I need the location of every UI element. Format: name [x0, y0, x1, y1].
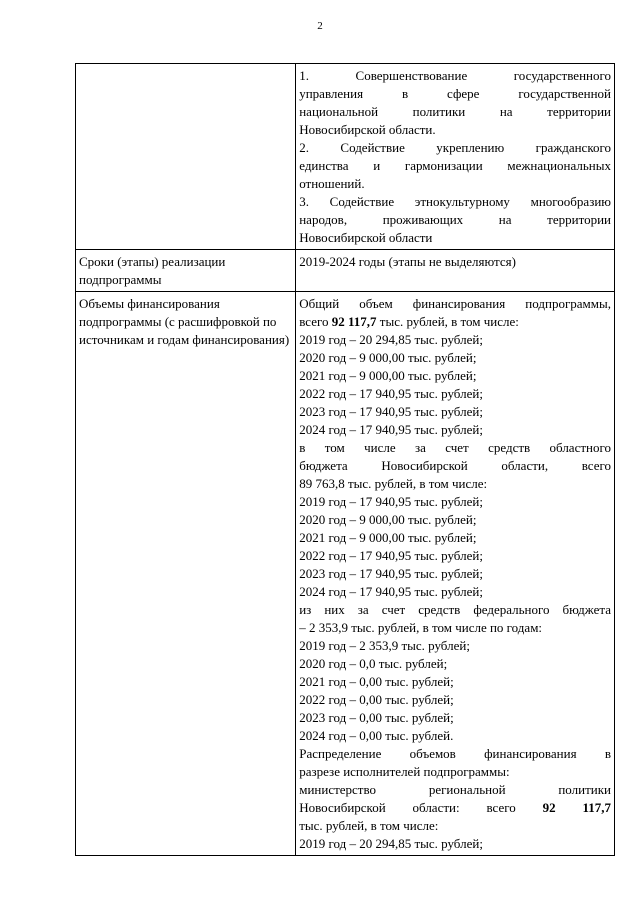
content-line: 2024 год – 0,00 тыс. рублей. [299, 728, 454, 743]
content-line: 89 763,8 тыс. рублей, в том числе: [299, 476, 488, 491]
row-content-cell [296, 64, 615, 250]
table-row [76, 292, 615, 856]
content-line: 2019 год – 20 294,85 тыс. рублей; [299, 332, 483, 347]
content-line: отношений. [299, 176, 365, 191]
content-line: 2020 год – 9 000,00 тыс. рублей; [299, 350, 477, 365]
bold-amount: 92 117,7 [542, 800, 611, 815]
content-line: из них за счет средств федерального бюджета [299, 602, 611, 617]
content-line: 2022 год – 17 940,95 тыс. рублей; [299, 548, 483, 563]
content-line: Общий объем финансирования подпрограммы, [299, 296, 611, 311]
content-line: 2021 год – 9 000,00 тыс. рублей; [299, 368, 477, 383]
content-line: 2023 год – 17 940,95 тыс. рублей; [299, 404, 483, 419]
content-line: 2020 год – 0,0 тыс. рублей; [299, 656, 448, 671]
content-line: 1. Совершенствование государственного [299, 68, 611, 83]
content-line: 2022 год – 17 940,95 тыс. рублей; [299, 386, 483, 401]
bold-amount: 92 117,7 [331, 314, 377, 329]
row-content-cell [296, 250, 615, 292]
passport-table [75, 63, 615, 856]
content-line: единства и гармонизации межнациональных [299, 158, 611, 173]
content-line: национальной политики на территории [299, 104, 611, 119]
table-row [76, 250, 615, 292]
content-line: 2023 год – 17 940,95 тыс. рублей; [299, 566, 483, 581]
content-line: 2023 год – 0,00 тыс. рублей; [299, 710, 454, 725]
content-line: народов, проживающих на территории [299, 212, 611, 227]
content-line: 3. Содействие этнокультурному многообразию [299, 194, 611, 209]
content-line: 2. Содействие укреплению гражданского [299, 140, 611, 155]
table-row [76, 64, 615, 250]
row-label-cell [76, 64, 296, 250]
page-number: 2 [317, 20, 323, 32]
row-label-cell: Сроки (этапы) реализации подпрограммы [76, 250, 296, 292]
content-line: 2019 год – 2 353,9 тыс. рублей; [299, 638, 470, 653]
content-line: 2022 год – 0,00 тыс. рублей; [299, 692, 454, 707]
content-line: разрезе исполнителей подпрограммы: [299, 764, 510, 779]
content-line: 2021 год – 0,00 тыс. рублей; [299, 674, 454, 689]
content-line: 2024 год – 17 940,95 тыс. рублей; [299, 584, 483, 599]
content-line: – 2 353,9 тыс. рублей, в том числе по годам: [299, 620, 543, 635]
content-line: 2019-2024 годы (этапы не выделяются) [299, 254, 516, 269]
content-line: в том числе за счет средств областного [299, 440, 611, 455]
row-label-cell: Объемы финансирования подпрограммы (с расшифровкой по источникам и годам финансирования) [76, 292, 296, 856]
content-line: 2020 год – 9 000,00 тыс. рублей; [299, 512, 477, 527]
content-line: всего 92 117,7 тыс. рублей, в том числе: [299, 314, 519, 329]
content-line: бюджета Новосибирской области, всего [299, 458, 611, 473]
content-line: Новосибирской области: всего 92 117,7 [299, 800, 611, 815]
content-line: 2019 год – 20 294,85 тыс. рублей; [299, 836, 483, 851]
content-line: Новосибирской области [299, 230, 433, 245]
content-line: Новосибирской области. [299, 122, 436, 137]
content-line: 2021 год – 9 000,00 тыс. рублей; [299, 530, 477, 545]
row-content-cell [296, 292, 615, 856]
content-line: 2019 год – 17 940,95 тыс. рублей; [299, 494, 483, 509]
content-line: управления в сфере государственной [299, 86, 611, 101]
content-line: Распределение объемов финансирования в [299, 746, 611, 761]
content-line: министерство региональной политики [299, 782, 611, 797]
content-line: 2024 год – 17 940,95 тыс. рублей; [299, 422, 483, 437]
content-line: тыс. рублей, в том числе: [299, 818, 439, 833]
